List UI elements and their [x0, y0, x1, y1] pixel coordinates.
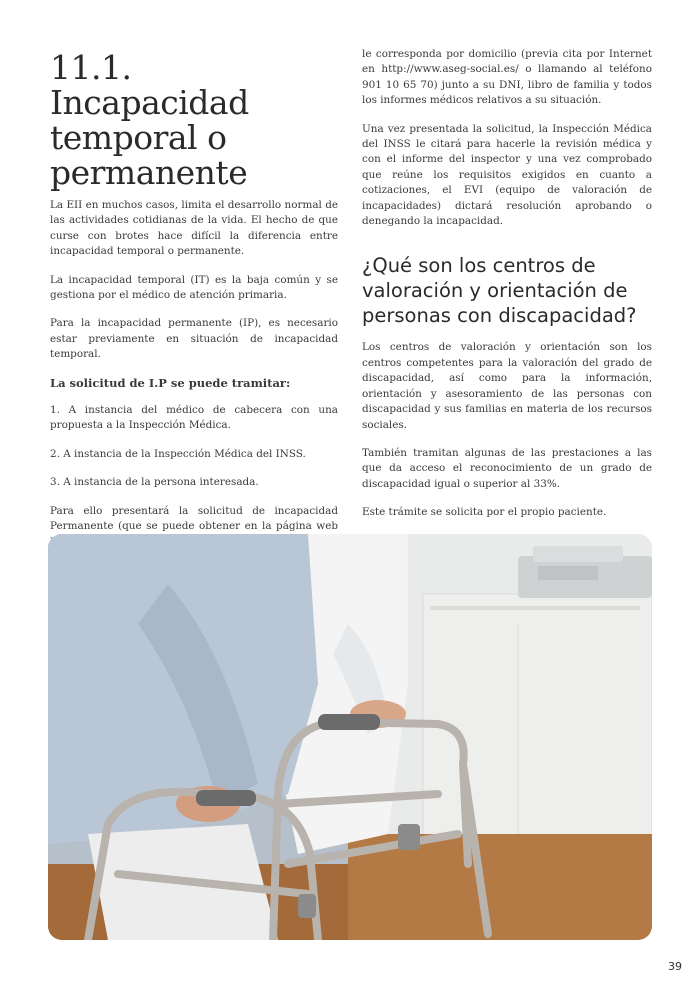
paragraph: Una vez presentada la solicitud, la Inspección Médica del INSS le citará para hacerle la revisión médica y con el informe del inspector y una vez comprobado que reúne los requisitos exigidos en cuanto a cotizaciones, el EVI (equipo de valoración de incapacidades) dictará resolución aprobando o denegando la incapacidad.: [362, 122, 652, 228]
paragraph: le corresponda por domicilio (previa cita por Internet en http://www.aseg-social.es/ o llamando al teléfono 901 10 65 70) junto a su DNI, libro de familia y todos los informes médicos relativos a su situación.: [362, 48, 652, 107]
paragraph: También tramitan algunas de las prestaciones a las que da acceso el reconocimiento de un grado de discapacidad igual o superior al 33%.: [362, 446, 652, 490]
paragraph: Para la incapacidad permanente (IP), es necesario estar previamente en situación de incapacidad temporal.: [50, 317, 338, 361]
photo-illustration: [48, 534, 652, 940]
paragraph: La EII en muchos casos, limita el desarrollo normal de las actividades cotidianas de la vida. El hecho de que curse con brotes hace difícil la diferencia entre incapacidad temporal o permanente.: [50, 199, 338, 258]
page-title: 11.1. Incapacidad temporal o permanente: [50, 48, 249, 192]
paragraph: Los centros de valoración y orientación son los centros competentes para la valoración del grado de discapacidad, así como para la información, orientación y asesoramiento de las personas con discapacidad y sus familias en materia de los recursos sociales.: [362, 341, 652, 431]
paragraph: Este trámite se solicita por el propio paciente.: [362, 506, 607, 519]
paragraph: Para ello presentará la solicitud de incapacidad Permanente (que se puede obtener en la página web: [50, 504, 338, 533]
subheading: La solicitud de I.P se puede tramitar:: [50, 375, 291, 390]
list-item: 3. A instancia de la persona interesada.: [50, 476, 259, 489]
left-column: [50, 50, 338, 578]
section-heading: ¿Qué son los centros de valoración y orientación de personas con discapacidad?: [362, 254, 637, 328]
page-number: 39: [668, 960, 682, 973]
walker-photo: [48, 534, 652, 940]
paragraph: La incapacidad temporal (IT) es la baja común y se gestiona por el médico de atención primaria.: [50, 273, 338, 302]
right-column: [362, 47, 652, 534]
list-item: 1. A instancia del médico de cabecera con una propuesta a la Inspección Médica.: [50, 404, 338, 432]
list-item: 2. A instancia de la Inspección Médica del INSS.: [50, 447, 306, 460]
